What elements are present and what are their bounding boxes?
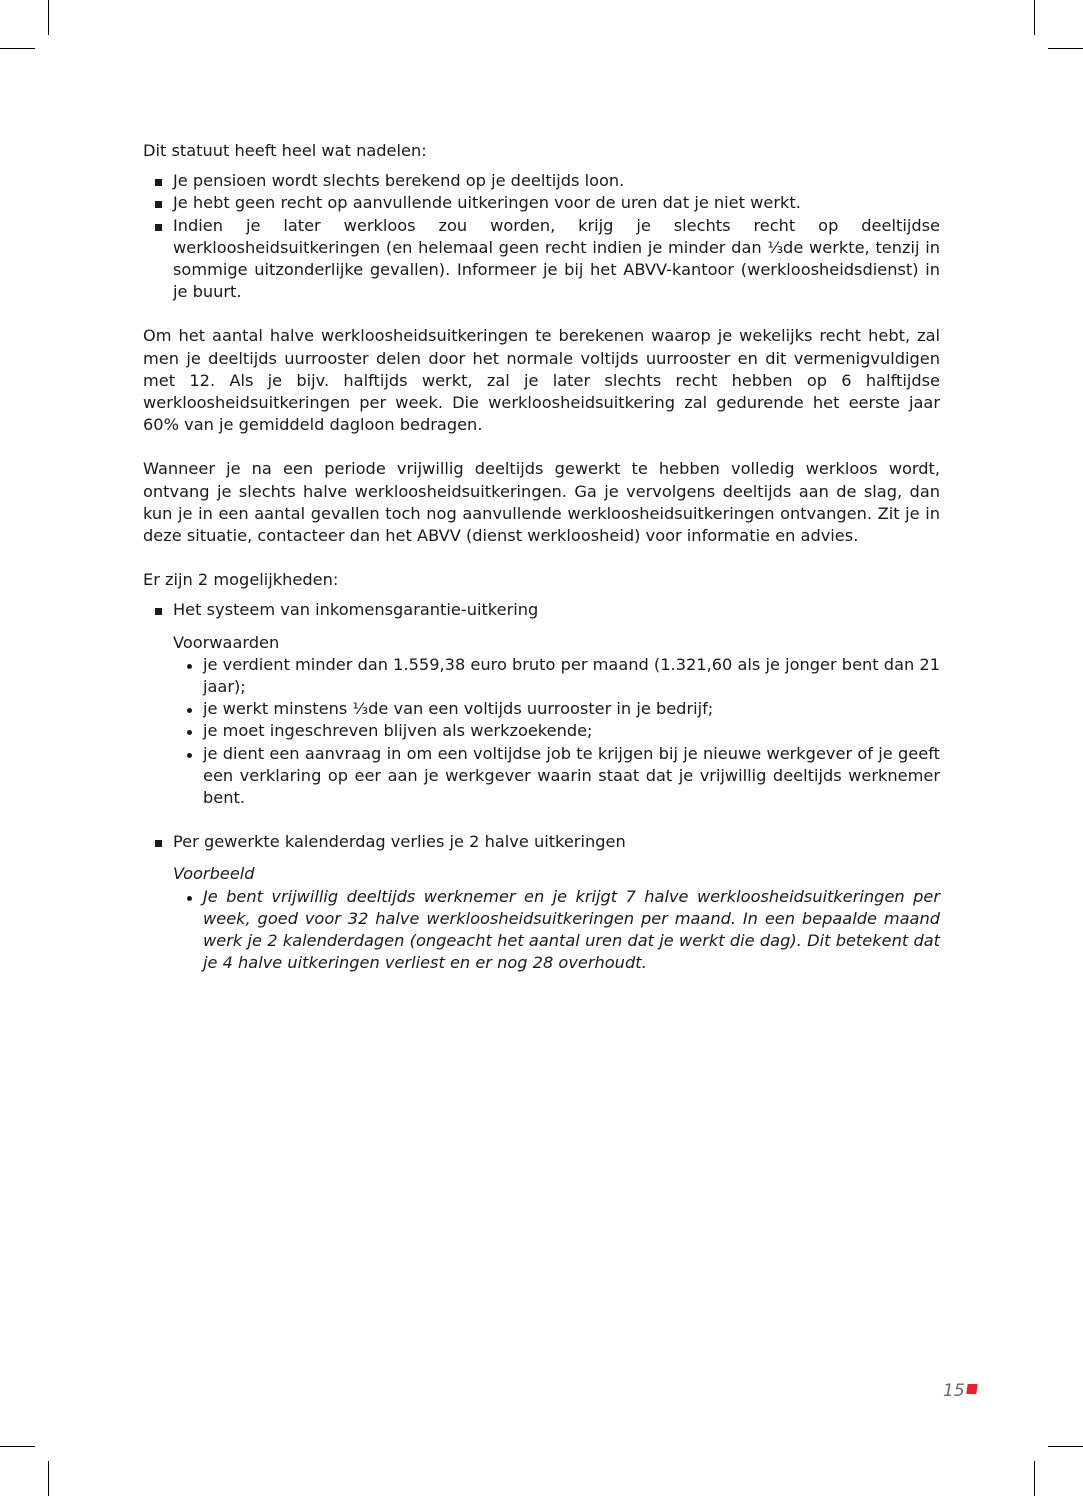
option-title: Per gewerkte kalenderdag verlies je 2 halve uitkeringen: [173, 832, 626, 852]
example-heading: Voorbeeld: [173, 864, 255, 884]
options-intro: Er zijn 2 mogelijkheden:: [143, 570, 339, 590]
options-list: [143, 599, 940, 974]
conditions-heading: Voorwaarden: [173, 632, 280, 652]
list-item: je werkt minstens ⅓de van een voltijds uurrooster in je bedrijf;: [203, 698, 940, 720]
page-number: 15: [943, 1381, 965, 1401]
paragraph-unemployment: Wanneer je na een periode vrijwillig deeltijds gewerkt te hebben volledig werkloos wordt, ontvang je slechts halve werkloosheidsuitkeringen. Ga je vervolgens deeltijds aan de slag, dan kun je in een aantal gevallen toch nog aanvullende werkloosheidsuitkeringen ontvangen. Zit je in deze situatie, contacteer dan het ABVV (dienst werkloosheid) voor informatie en advies.: [143, 459, 940, 546]
page-marker-square-icon: [966, 1384, 977, 1394]
list-item: Indien je later werkloos zou worden, krijg je slechts recht op deeltijdse werkloosheidsuitkeringen (en helemaal geen recht indien je minder dan ⅓de werkte, tenzij in sommige uitzonderlijke gevallen). Informeer je bij het ABVV-kantoor (werkloosheidsdienst) in je buurt.: [173, 215, 940, 304]
crop-mark-top-left-vertical: [48, 0, 49, 35]
option-income-guarantee: [173, 599, 940, 809]
crop-mark-bottom-right-horizontal: [1048, 1446, 1083, 1447]
option-per-day: [173, 831, 940, 974]
list-item: Je hebt geen recht op aanvullende uitkeringen voor de uren dat je niet werkt.: [173, 192, 940, 214]
list-item: je moet ingeschreven blijven als werkzoekende;: [203, 720, 940, 742]
page-content: [143, 140, 940, 975]
crop-mark-top-left-horizontal: [0, 48, 35, 49]
list-item: Je bent vrijwillig deeltijds werknemer en je krijgt 7 halve werkloosheidsuitkeringen per week, goed voor 32 halve werkloosheidsuitkeringen per maand. In een bepaalde maand werk je 2 kalenderdagen (ongeacht het aantal uren dat je werkt die dag). Dit betekent dat je 4 halve uitkeringen verliest en er nog 28 overhoudt.: [203, 886, 940, 975]
paragraph-calculation: Om het aantal halve werkloosheidsuitkeringen te berekenen waarop je wekelijks recht hebt, zal men je deeltijds uurrooster delen door het normale voltijds uurrooster en dit vermenigvuldigen met 12. Als je bijv. halftijds werkt, zal je later slechts recht hebben op 6 halftijdse werkloosheidsuitkeringen per week. Die werkloosheidsuitkering zal gedurende het eerste jaar 60% van je gemiddeld dagloon bedragen.: [143, 326, 940, 435]
crop-mark-bottom-right-vertical: [1034, 1461, 1035, 1496]
conditions-list: [173, 654, 940, 809]
list-item: Je pensioen wordt slechts berekend op je deeltijds loon.: [173, 170, 940, 192]
crop-mark-bottom-left-vertical: [48, 1461, 49, 1496]
crop-mark-bottom-left-horizontal: [0, 1446, 35, 1447]
intro-text: Dit statuut heeft heel wat nadelen:: [143, 141, 427, 160]
list-item: je verdient minder dan 1.559,38 euro bruto per maand (1.321,60 als je jonger bent dan 21 jaar);: [203, 654, 940, 698]
option-title: Het systeem van inkomensgarantie-uitkering: [173, 600, 539, 620]
crop-mark-top-right-horizontal: [1048, 48, 1083, 49]
disadvantages-list: [143, 170, 940, 303]
list-item: je dient een aanvraag in om een voltijdse job te krijgen bij je nieuwe werkgever of je geeft een verklaring op eer aan je werkgever waarin staat dat je vrijwillig deeltijds werknemer bent.: [203, 743, 940, 810]
crop-mark-top-right-vertical: [1034, 0, 1035, 35]
example-list: [173, 886, 940, 975]
